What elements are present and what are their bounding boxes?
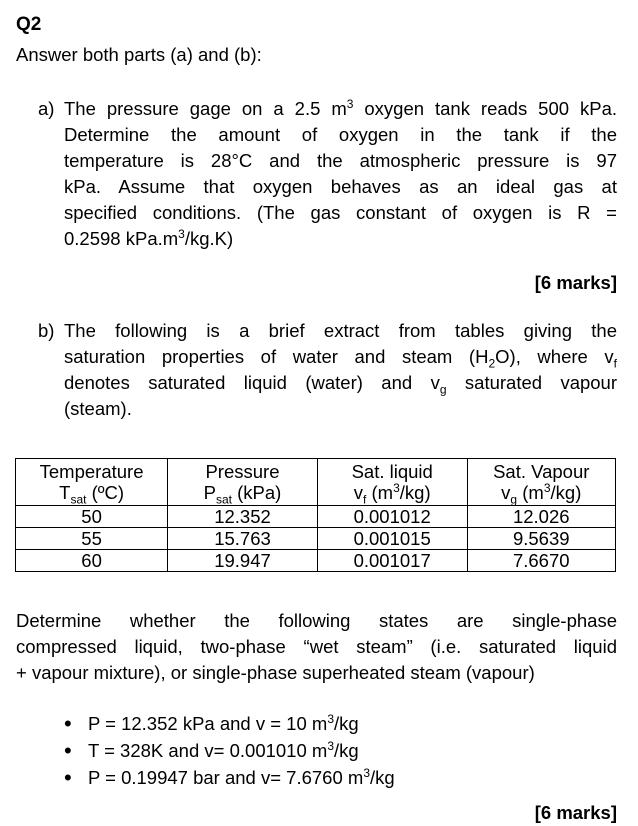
cell-temperature: 60 — [16, 550, 168, 572]
cell-temperature: 50 — [16, 506, 168, 528]
table-row — [16, 506, 616, 528]
list-item: • T = 328K and v= 0.001010 $m^3/kg$ — [64, 737, 395, 764]
cell-pressure: 12.352 — [168, 506, 318, 528]
header-pressure: Pressure $P_{sat}$ (kPa) — [168, 459, 318, 506]
part-a-line-5: specified conditions. (The gas constant of oxygen is R = — [64, 202, 617, 223]
cell-vf: 0.001012 — [317, 506, 467, 528]
part-b-line-2: saturation properties of water and steam $(H_2O)$, where $v_f$ — [64, 346, 617, 371]
determine-line-1: Determine whether the following states are single-phase — [16, 610, 617, 631]
part-b-text — [64, 318, 617, 422]
cell-pressure: 15.763 — [168, 528, 318, 550]
part-b-line-1: The following is a brief extract from tables giving the — [64, 320, 617, 341]
header-sat-vapour: Sat. Vapour $v_g$ $(m^3/kg)$ — [467, 459, 615, 506]
part-a-line-3: temperature is 28°C and the atmospheric pressure is 97 — [64, 150, 617, 171]
part-a-text — [64, 96, 617, 252]
header-sat-liquid: Sat. liquid $v_f$ $(m^3/kg)$ — [317, 459, 467, 506]
part-a-label: a) — [38, 98, 55, 119]
part-b-marks: [6 marks] — [534, 802, 617, 823]
state-list — [64, 710, 395, 791]
list-item: • P = 0.19947 bar and v= 7.6760 $m^3/kg$ — [64, 764, 395, 791]
part-a-line-6: 0.2598 $kPa.m^3/kg.K$) — [64, 226, 234, 249]
question-intro: Answer both parts (a) and (b): — [16, 44, 262, 65]
part-b-line-4: (steam). — [64, 398, 132, 419]
part-a-marks: [6 marks] — [534, 272, 617, 293]
cell-vf: 0.001015 — [317, 528, 467, 550]
table-row — [16, 528, 616, 550]
cell-vf: 0.001017 — [317, 550, 467, 572]
part-b-label: b) — [38, 320, 55, 341]
cell-vg: 12.026 — [467, 506, 615, 528]
table-header-row — [16, 459, 616, 506]
table-row — [16, 550, 616, 572]
part-b-line-3: denotes saturated liquid (water) and $v_g$ saturated vapour — [64, 372, 618, 397]
cell-pressure: 19.947 — [168, 550, 318, 572]
part-a-line-2: Determine the amount of oxygen in the tank if the — [64, 124, 617, 145]
list-item: • P = 12.352 kPa and v = 10 $m^3/kg$ — [64, 710, 395, 737]
saturation-table — [15, 458, 616, 572]
cell-vg: 9.5639 — [467, 528, 615, 550]
determine-text — [16, 608, 617, 686]
question-number: Q2 — [16, 14, 42, 35]
part-a-line-4: kPa. Assume that oxygen behaves as an ideal gas at — [64, 176, 617, 197]
determine-line-3: + vapour mixture), or single-phase superheated steam (vapour) — [16, 662, 535, 683]
cell-vg: 7.6670 — [467, 550, 615, 572]
determine-line-2: compressed liquid, two-phase “wet steam” (i.e. saturated liquid — [16, 636, 617, 657]
header-temperature: Temperature $T_{sat}$ (ºC) — [16, 459, 168, 506]
cell-temperature: 55 — [16, 528, 168, 550]
part-a-line-1: The pressure gage on a 2.5 $m^3$ oxygen tank reads 500 kPa. — [64, 96, 617, 119]
